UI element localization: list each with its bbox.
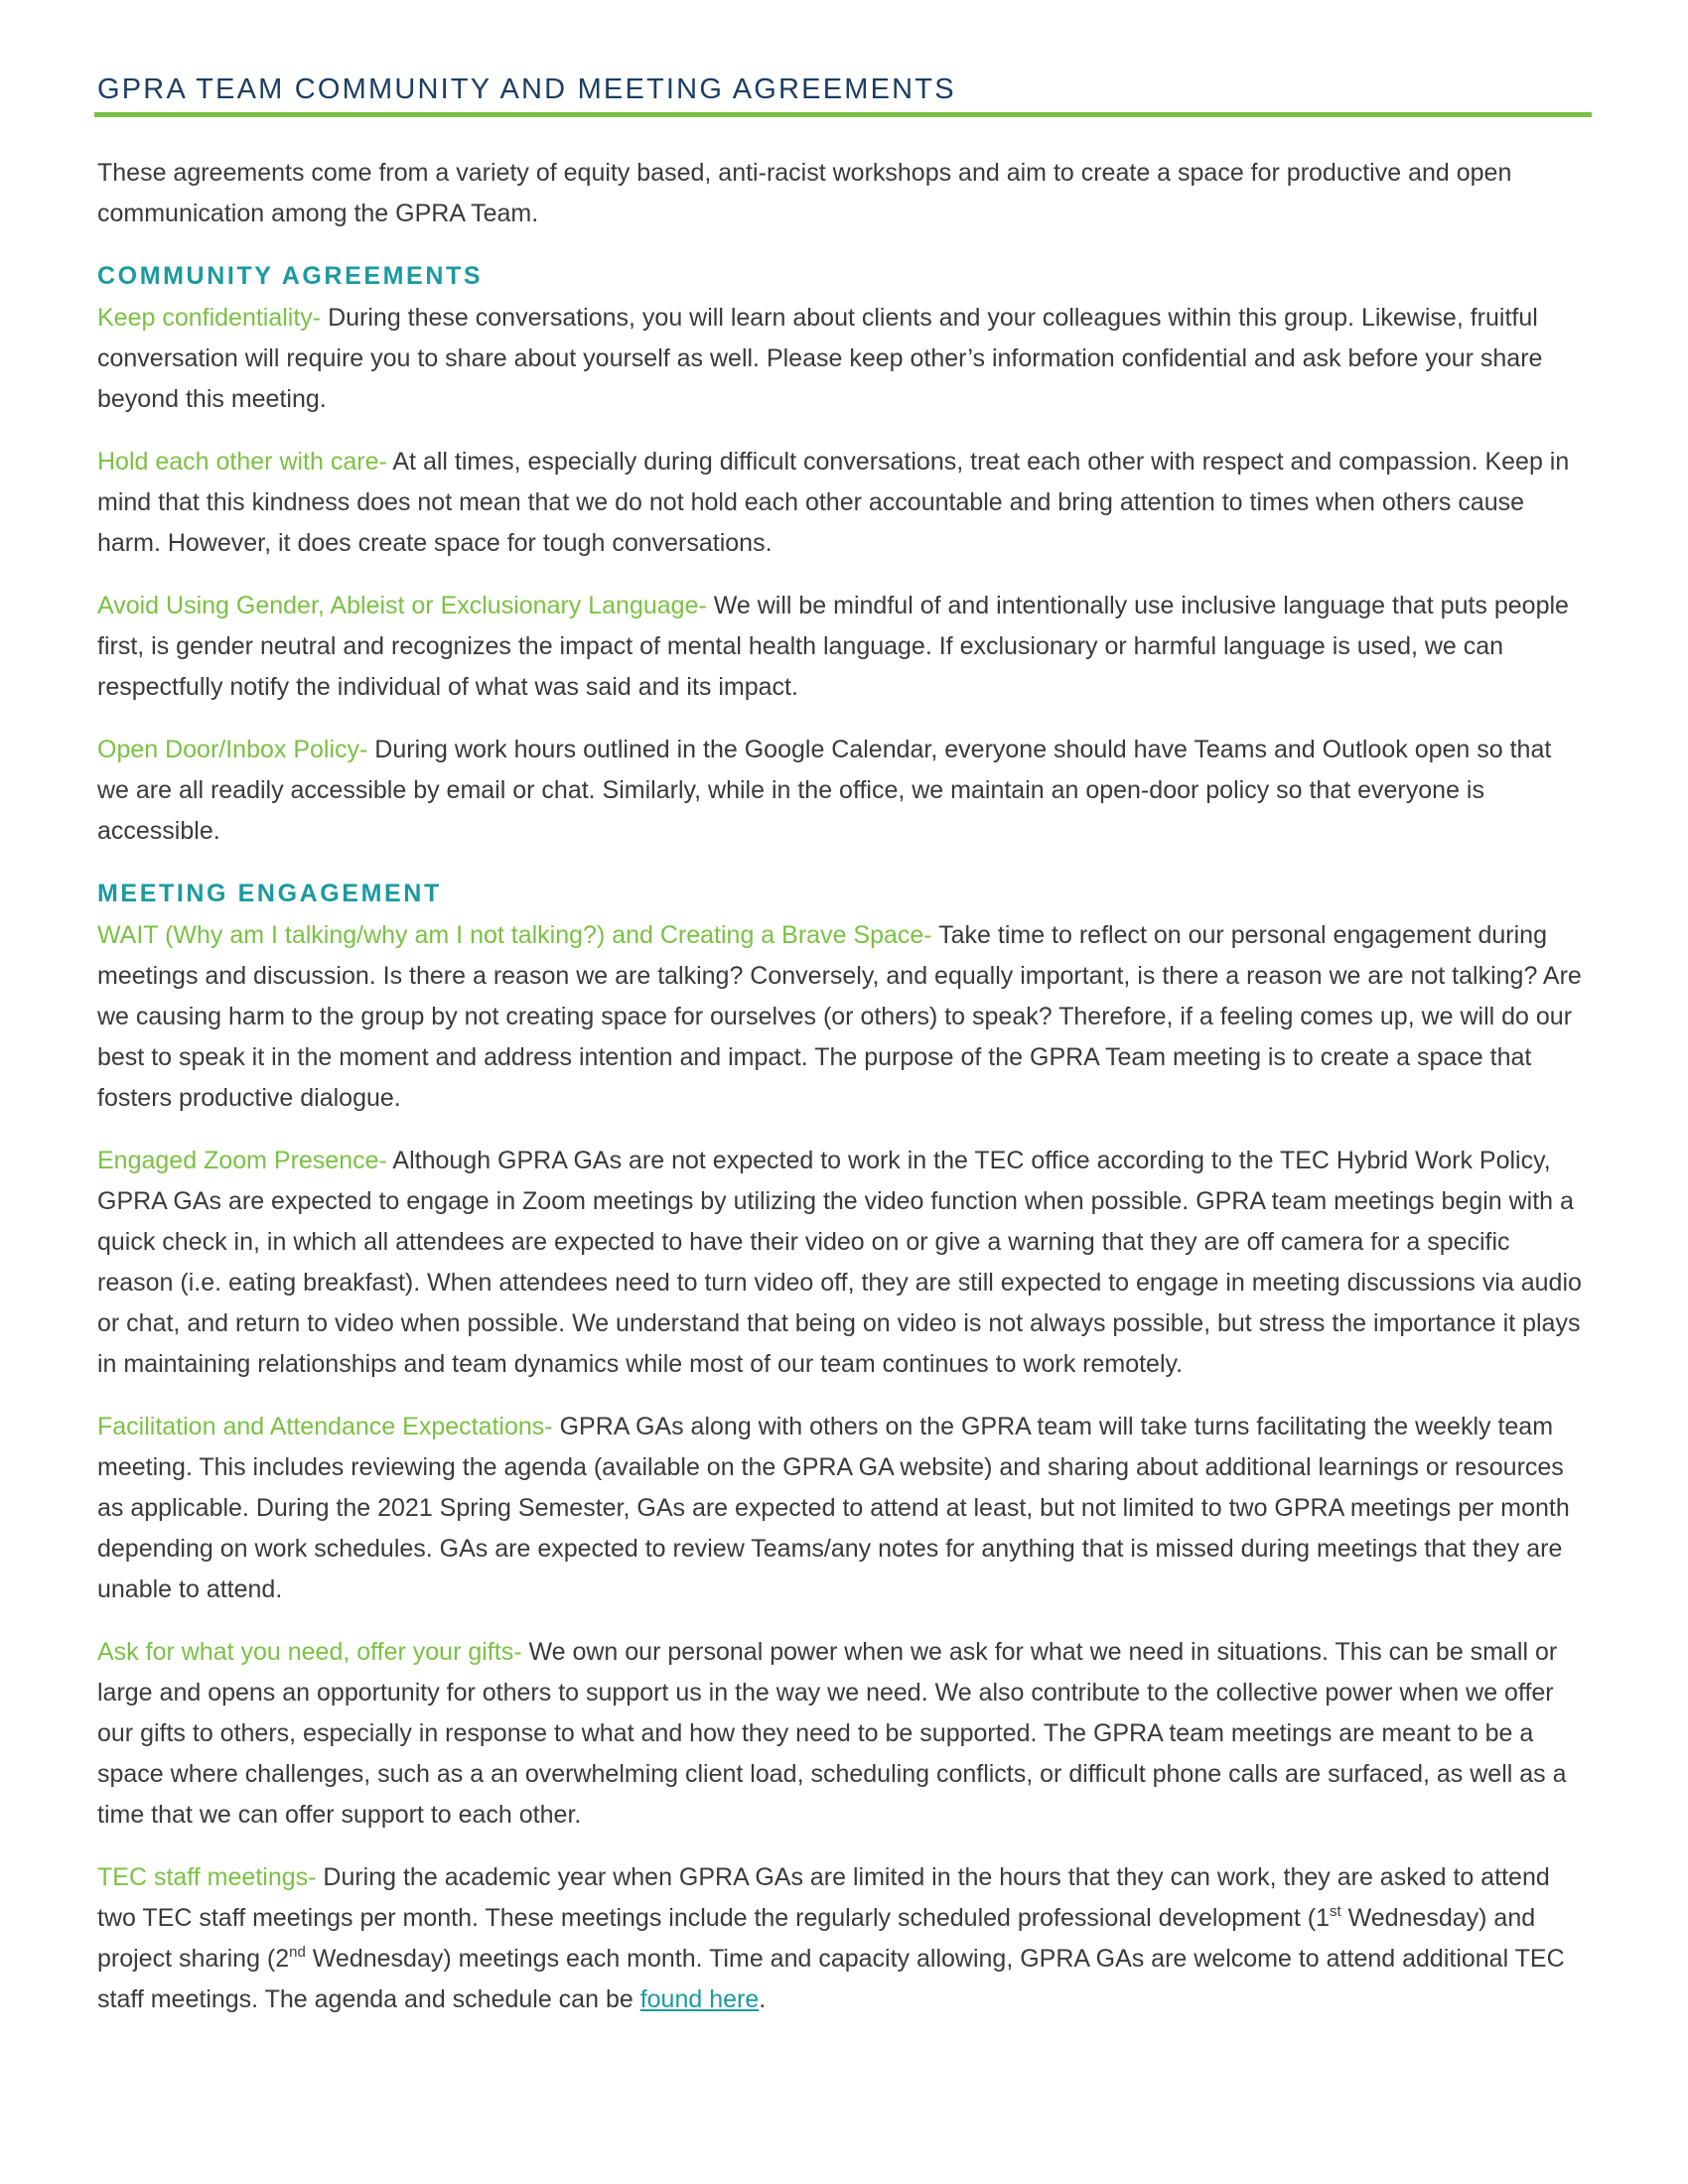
agreement-paragraph [97, 442, 1589, 564]
document-title: GPRA TEAM COMMUNITY AND MEETING AGREEMENTS [97, 73, 956, 105]
agreement-paragraph [97, 1632, 1589, 1836]
community-agreements-heading: COMMUNITY AGREEMENTS [97, 262, 484, 290]
agreement-text: During work hours outlined in the Google Calendar, everyone should have Teams and Outlook open so that we are all readily accessible by email or chat. Similarly, while in the office, we maintain an open-door policy so that everyone is accessible. [97, 736, 1552, 845]
agreement-lead: Keep confidentiality- [97, 304, 322, 332]
agreement-text: GPRA GAs along with others on the GPRA team will take turns facilitating the weekly team meeting. This includes reviewing the agenda (available on the GPRA GA website) and sharing about additional learnings or resources as applicable. During the 2021 Spring Semester, GAs are expected to attend at least, but not limited to two GPRA meetings per month depending on work schedules. GAs are expected to review Teams/any notes for anything that is missed during meetings that they are unable to attend. [97, 1413, 1570, 1603]
agreement-lead: WAIT (Why am I talking/why am I not talking?) and Creating a Brave Space- [97, 921, 932, 949]
agreement-paragraph [97, 298, 1589, 420]
ordinal-suffix: st [1329, 1902, 1341, 1920]
agreement-lead: Ask for what you need, offer your gifts- [97, 1638, 522, 1666]
sentence-end: . [759, 1985, 767, 2013]
agreement-lead: Facilitation and Attendance Expectations- [97, 1413, 553, 1440]
agreement-text: We own our personal power when we ask for what we need in situations. This can be small or large and opens an opportunity for others to support us in the way we need. We also contribute to the collective power when we offer our gifts to others, especially in response to what and how they need to be supported. The GPRA team meetings are meant to be a space where challenges, such as a an overwhelming client load, scheduling conflicts, or difficult phone calls are surfaced, as well as a time that we can offer support to each other. [97, 1638, 1567, 1829]
agreement-paragraph [97, 915, 1589, 1119]
agreement-text: Take time to reflect on our personal engagement during meetings and discussion. Is there a reason we are talking? Conversely, and equally important, is there a reason we are not talking? Are we causing harm to the group by not creating space for ourselves (or others) to speak? Therefore, if a feeling comes up, we will do our best to speak it in the moment and address intention and impact. The purpose of the GPRA Team meeting is to create a space that fosters productive dialogue. [97, 921, 1582, 1112]
document-page [97, 73, 1589, 2042]
agreement-text: Wednesday) meetings each month. Time and capacity allowing, GPRA GAs are welcome to attend additional TEC staff meetings. The agenda and schedule can be [97, 1945, 1565, 2013]
agreement-text: Although GPRA GAs are not expected to work in the TEC office according to the TEC Hybrid Work Policy, GPRA GAs are expected to engage in Zoom meetings by utilizing the video function when possible. GPRA team meetings begin with a quick check in, in which all attendees are expected to have their video on or give a warning that they are off camera for a specific reason (i.e. eating breakfast). When attendees need to turn video off, they are still expected to engage in meeting discussions via audio or chat, and return to video when possible. We understand that being on video is not always possible, but stress the importance it plays in maintaining relationships and team dynamics while most of our team continues to work remotely. [97, 1147, 1582, 1378]
agreement-paragraph [97, 1141, 1589, 1385]
agreement-text: We will be mindful of and intentionally use inclusive language that puts people first, is gender neutral and recognizes the impact of mental health language. If exclusionary or harmful language is used, we can respectfully notify the individual of what was said and its impact. [97, 592, 1569, 701]
found-here-link[interactable]: found here [639, 1985, 760, 2013]
agreement-text: During these conversations, you will learn about clients and your colleagues within this group. Likewise, fruitful conversation will require you to share about yourself as well. Please keep other’s information confidential and ask before your share beyond this meeting. [97, 304, 1543, 413]
agreement-lead: Engaged Zoom Presence- [97, 1147, 387, 1174]
intro-paragraph: These agreements come from a variety of equity based, anti-racist workshops and aim to create a space for productive and open communication among the GPRA Team. [97, 159, 1512, 227]
agreement-text: At all times, especially during difficult conversations, treat each other with respect and compassion. Keep in mind that this kindness does not mean that we do not hold each other accountable and bring attention to times when others cause harm. However, it does create space for tough conversations. [97, 448, 1570, 557]
agreement-paragraph [97, 586, 1589, 708]
agreement-paragraph [97, 1407, 1589, 1610]
tec-staff-paragraph [97, 1857, 1589, 2020]
agreement-lead: Avoid Using Gender, Ableist or Exclusionary Language- [97, 592, 707, 619]
agreement-paragraph [97, 730, 1589, 852]
title-divider [94, 112, 1592, 117]
agreement-text: During the academic year when GPRA GAs are limited in the hours that they can work, they are asked to attend two TEC staff meetings per month. These meetings include the regularly scheduled professional development (1 [97, 1863, 1550, 1932]
agreement-lead: Open Door/Inbox Policy- [97, 736, 368, 763]
meeting-engagement-heading: MEETING ENGAGEMENT [97, 880, 442, 907]
agreement-lead: Hold each other with care- [97, 448, 387, 476]
agreement-text: Wednesday) and project sharing (2 [97, 1904, 1536, 1973]
ordinal-suffix: nd [289, 1943, 306, 1961]
agreement-lead: TEC staff meetings- [97, 1863, 317, 1891]
